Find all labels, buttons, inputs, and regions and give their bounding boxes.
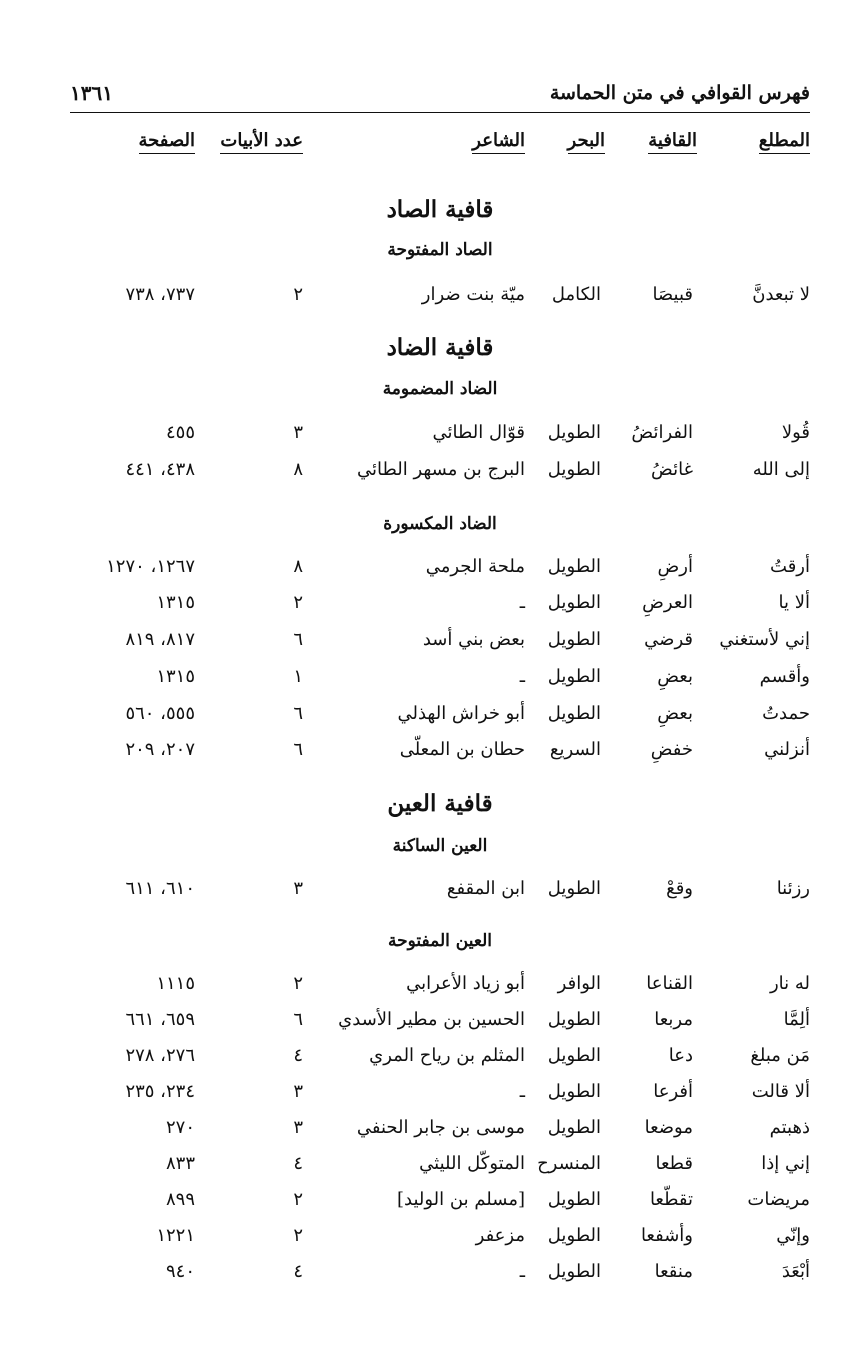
running-title: فهرس القوافي في متن الحماسة — [549, 82, 810, 104]
index-row — [0, 1045, 855, 1079]
meter-cell: الطويل — [547, 592, 601, 613]
verse-count-cell: ٢ — [293, 1189, 303, 1210]
rhyme-cell: قرضي — [644, 629, 693, 650]
meter-cell: الطويل — [547, 1225, 601, 1246]
meter-cell: الكامل — [551, 284, 601, 305]
opening-cell: حمدتُ — [762, 703, 810, 724]
rhyme-cell: أرضِ — [657, 556, 693, 577]
verse-count-cell: ٦ — [293, 1009, 303, 1030]
rhyme-cell: بعضِ — [657, 703, 693, 724]
verse-count-cell: ٨ — [293, 556, 303, 577]
poet-cell: ابن المقفع — [446, 878, 525, 899]
poet-cell: أبو خراش الهذلي — [397, 703, 525, 724]
rhyme-cell: غائضُ — [651, 459, 693, 480]
opening-cell: أبْعَدَ — [781, 1261, 810, 1282]
page-cell: ٩٤٠ — [165, 1261, 195, 1282]
meter-cell: السريع — [549, 739, 601, 760]
verse-count-cell: ٣ — [293, 422, 303, 443]
page-cell: ٤٥٥ — [165, 422, 195, 443]
rhyme-cell: قبيصَا — [652, 284, 693, 305]
poet-cell: ـ — [519, 1081, 525, 1102]
verse-count-cell: ٤ — [293, 1153, 303, 1174]
poet-cell: أبو زياد الأعرابي — [406, 973, 525, 994]
page-cell: ٨١٧، ٨١٩ — [125, 629, 195, 650]
column-header-opening: المطلع — [759, 130, 810, 154]
meter-cell: الطويل — [547, 878, 601, 899]
opening-cell: له نار — [769, 973, 810, 994]
index-row — [0, 1189, 855, 1223]
meter-cell: الطويل — [547, 703, 601, 724]
opening-cell: ألا قالت — [751, 1081, 810, 1102]
verse-count-cell: ٦ — [293, 739, 303, 760]
poet-cell: موسى بن جابر الحنفي — [356, 1117, 525, 1138]
subsection-title: الضاد المضمومة — [382, 379, 498, 399]
page-cell: ٢٧٦، ٢٧٨ — [125, 1045, 195, 1066]
column-header-page: الصفحة — [139, 130, 195, 154]
rhyme-cell: خفضِ — [650, 739, 693, 760]
opening-cell: ألا يا — [778, 592, 810, 613]
page-cell: ٨٣٣ — [165, 1153, 195, 1174]
rhyme-cell: القناعا — [646, 973, 693, 994]
index-row — [0, 1009, 855, 1043]
verse-count-cell: ٢ — [293, 284, 303, 305]
page-cell: ٨٩٩ — [165, 1189, 195, 1210]
index-row — [0, 459, 855, 493]
index-row — [0, 1117, 855, 1151]
index-row — [0, 739, 855, 773]
page-cell: ٤٣٨، ٤٤١ — [125, 459, 195, 480]
page-number: ١٣٦١ — [70, 81, 113, 105]
column-header-verse-count: عدد الأبيات — [220, 130, 303, 154]
opening-cell: مَن مبلغ — [750, 1045, 810, 1066]
page-cell: ١٣١٥ — [156, 592, 195, 613]
meter-cell: المنسرح — [537, 1153, 601, 1174]
poet-cell: المثلم بن رياح المري — [369, 1045, 525, 1066]
running-header — [70, 78, 810, 108]
verse-count-cell: ٣ — [293, 1117, 303, 1138]
verse-count-cell: ٦ — [293, 703, 303, 724]
poet-cell: بعض بني أسد — [422, 629, 525, 650]
poet-cell: حطان بن المعلّى — [399, 739, 525, 760]
page-cell: ٢٣٤، ٢٣٥ — [125, 1081, 195, 1102]
meter-cell: الطويل — [547, 459, 601, 480]
column-header-poet: الشاعر — [472, 130, 525, 154]
rhyme-cell: موضعا — [644, 1117, 693, 1138]
meter-cell: الطويل — [547, 1009, 601, 1030]
rhyme-cell: وأشفعا — [640, 1225, 693, 1246]
section-title: قافية العين — [387, 790, 493, 817]
opening-cell: قُولا — [781, 422, 810, 443]
page-cell: ١١١٥ — [156, 973, 195, 994]
index-row — [0, 1153, 855, 1187]
column-header-meter: البحر — [568, 130, 605, 154]
opening-cell: مريضات — [747, 1189, 810, 1210]
rhyme-cell: أفرعا — [653, 1081, 693, 1102]
poet-cell: المتوكّل الليثي — [419, 1153, 525, 1174]
page-cell: ٥٥٥، ٥٦٠ — [125, 703, 195, 724]
opening-cell: وأقسم — [759, 666, 810, 687]
poet-cell: قوّال الطائي — [432, 422, 525, 443]
opening-cell: إلى الله — [752, 459, 810, 480]
rhyme-cell: تقطّعا — [649, 1189, 693, 1210]
rhyme-cell: دعا — [668, 1045, 693, 1066]
verse-count-cell: ٢ — [293, 592, 303, 613]
section-title: قافية الصاد — [386, 196, 494, 223]
page-cell: ٢٧٠ — [165, 1117, 195, 1138]
verse-count-cell: ٨ — [293, 459, 303, 480]
poet-cell: ميّة بنت ضرار — [421, 284, 525, 305]
subsection-title: العين المفتوحة — [388, 931, 492, 951]
header-rule — [70, 112, 810, 113]
meter-cell: الطويل — [547, 1189, 601, 1210]
index-row — [0, 592, 855, 626]
meter-cell: الطويل — [547, 1261, 601, 1282]
meter-cell: الطويل — [547, 1045, 601, 1066]
opening-cell: أنزلني — [764, 739, 810, 760]
section-title: قافية الضاد — [386, 334, 494, 361]
index-row — [0, 973, 855, 1007]
subsection-title: الضاد المكسورة — [383, 514, 497, 534]
poet-cell: ـ — [519, 666, 525, 687]
rhyme-cell: وقعْ — [666, 878, 693, 899]
page-cell: ٦١٠، ٦١١ — [125, 878, 195, 899]
opening-cell: ألِمَّا — [783, 1009, 810, 1030]
poet-cell: ملحة الجرمي — [425, 556, 525, 577]
poet-cell: الحسين بن مطير الأسدي — [338, 1009, 525, 1030]
opening-cell: إني إذا — [761, 1153, 810, 1174]
page-cell: ١٣١٥ — [156, 666, 195, 687]
page-cell: ١٢٦٧، ١٢٧٠ — [106, 556, 195, 577]
meter-cell: الوافر — [557, 973, 601, 994]
verse-count-cell: ١ — [293, 666, 303, 687]
verse-count-cell: ٢ — [293, 1225, 303, 1246]
rhyme-cell: بعضِ — [657, 666, 693, 687]
page-cell: ٢٠٧، ٢٠٩ — [125, 739, 195, 760]
poet-cell: ـ — [519, 592, 525, 613]
verse-count-cell: ٣ — [293, 878, 303, 899]
meter-cell: الطويل — [547, 666, 601, 687]
meter-cell: الطويل — [547, 1117, 601, 1138]
rhyme-cell: العرضِ — [642, 592, 693, 613]
rhyme-cell: قطعا — [655, 1153, 693, 1174]
index-row — [0, 666, 855, 700]
poet-cell: ـ — [519, 1261, 525, 1282]
page-cell: ٧٣٧، ٧٣٨ — [125, 284, 195, 305]
index-row — [0, 878, 855, 912]
index-row — [0, 1261, 855, 1295]
rhyme-cell: منقعا — [654, 1261, 693, 1282]
index-row — [0, 629, 855, 663]
index-row — [0, 1225, 855, 1259]
index-row — [0, 556, 855, 590]
meter-cell: الطويل — [547, 422, 601, 443]
column-header-rhyme: القافية — [648, 130, 697, 154]
index-row — [0, 703, 855, 737]
verse-count-cell: ٤ — [293, 1261, 303, 1282]
verse-count-cell: ٢ — [293, 973, 303, 994]
meter-cell: الطويل — [547, 556, 601, 577]
meter-cell: الطويل — [547, 1081, 601, 1102]
opening-cell: وإنّي — [776, 1225, 810, 1246]
meter-cell: الطويل — [547, 629, 601, 650]
poet-cell: [مسلم بن الوليد] — [397, 1189, 525, 1210]
index-row — [0, 1081, 855, 1115]
verse-count-cell: ٣ — [293, 1081, 303, 1102]
verse-count-cell: ٤ — [293, 1045, 303, 1066]
index-row — [0, 284, 855, 318]
index-row — [0, 422, 855, 456]
opening-cell: لا تبعدنَّ — [752, 284, 810, 305]
rhyme-cell: الفرائضُ — [631, 422, 693, 443]
poet-cell: مزعفر — [475, 1225, 525, 1246]
subsection-title: العين الساكنة — [392, 836, 488, 856]
subsection-title: الصاد المفتوحة — [387, 240, 493, 260]
verse-count-cell: ٦ — [293, 629, 303, 650]
opening-cell: رزئنا — [776, 878, 810, 899]
page-cell: ١٢٢١ — [156, 1225, 195, 1246]
rhyme-cell: مربعا — [654, 1009, 693, 1030]
opening-cell: إني لأستغني — [719, 629, 810, 650]
opening-cell: أرقتُ — [770, 556, 810, 577]
opening-cell: ذهبتم — [769, 1117, 810, 1138]
page-cell: ٦٥٩، ٦٦١ — [125, 1009, 195, 1030]
poet-cell: البرج بن مسهر الطائي — [356, 459, 525, 480]
